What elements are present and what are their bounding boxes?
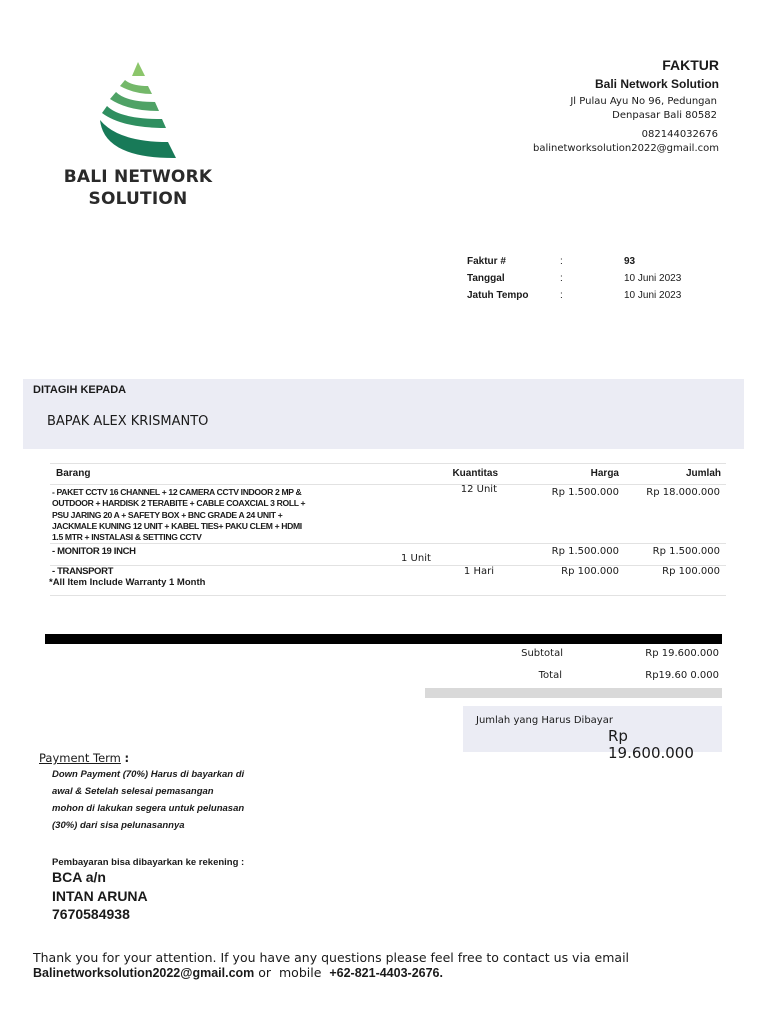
row-1-desc-line: OUTDOOR + HARDISK 2 TERABITE + CABLE COAXCIAL 3 ROLL + [52,498,306,509]
table-row-1-amount: Rp 18.000.000 [646,487,720,498]
row-1-desc-line: PSU JARING 20 A + SAFETY BOX + BNC GRADE A 24 UNIT + [52,509,283,520]
payment-term-colon: : [124,751,130,765]
payment-term-line: Down Payment (70%) Harus di bayarkan di [52,769,245,780]
company-address-line-2: Denpasar Bali 80582 [612,110,717,121]
bank-intro: Pembayaran bisa dibayarkan ke rekening : [52,857,245,868]
col-header-qty: Kuantitas [452,468,498,479]
footer-mobile: +62-821-4403-2676. [329,966,443,980]
table-row-3-desc: - TRANSPORT [52,566,114,577]
amount-due-value: 19.600.000 [608,744,694,762]
total-label: Total [538,670,562,681]
bill-to-label: DITAGIH KEPADA [33,384,127,396]
amount-due-currency: Rp [608,727,628,745]
account-holder: INTAN ARUNA [52,887,148,904]
table-row-1-qty: 12 Unit [460,484,497,495]
footer-line-2 [33,965,443,980]
table-row-3-amount: Rp 100.000 [662,566,720,577]
document-title: FAKTUR [662,57,719,73]
company-phone: 082144032676 [641,129,718,140]
amount-due-label: Jumlah yang Harus Dibayar [476,715,613,726]
invoice-due-sep: : [560,290,563,301]
col-header-item: Barang [56,468,91,479]
table-top-rule [50,463,726,464]
footer-email-link[interactable]: Balinetworksolution2022@gmail.com [33,966,255,980]
payment-term-line: (30%) dari sisa pelunasannya [52,820,185,831]
invoice-date-sep: : [560,273,563,284]
company-name: Bali Network Solution [594,77,719,91]
footer-line-1: Thank you for your attention. If you have any questions please feel free to contact us via email [33,950,630,965]
row-1-desc-line: 1.5 MTR + INSTALASI & SETTING CCTV [52,532,202,543]
invoice-due-date: 10 Juni 2023 [624,290,682,301]
total-value: Rp19.60 0.000 [645,670,719,681]
row-1-desc-line: JACKMALE KUNING 12 UNIT + KABEL TIES+ PAKU CLEM + HDMI [52,520,302,531]
invoice-number-sep: : [560,256,563,267]
table-row-2-price: Rp 1.500.000 [551,546,619,557]
col-header-price: Harga [590,468,619,479]
payment-term-label: Payment Term [39,751,121,765]
table-row-3-qty: 1 Hari [463,566,494,577]
table-row-2-qty: 1 Unit [401,553,431,564]
logo-line-1: BALI NETWORK [63,167,213,187]
invoice-date: 10 Juni 2023 [624,273,682,284]
logo-line-2: SOLUTION [88,189,188,209]
account-number: 7670584938 [52,906,130,922]
table-row-3-price: Rp 100.000 [561,566,619,577]
table-row-rule [50,565,726,566]
company-email: balinetworksolution2022@gmail.com [532,143,719,154]
table-bottom-rule [50,595,726,596]
subtotal-label: Subtotal [521,648,563,659]
footer-or-mobile: or mobile [254,965,330,980]
invoice-number: 93 [624,256,636,267]
company-logo-icon [98,62,180,160]
totals-divider-bar [45,634,722,644]
bank-details [52,868,148,924]
col-header-amount: Jumlah [685,468,721,479]
row-1-desc-line: - PAKET CCTV 16 CHANNEL + 12 CAMERA CCTV INDOOR 2 MP & [52,487,302,497]
payment-term-heading [39,751,129,765]
bank-name: BCA a/n [52,869,106,885]
warranty-note: *All Item Include Warranty 1 Month [49,577,206,588]
table-row-rule [50,543,726,544]
payment-term-line: awal & Setelah selesai pemasangan [52,786,214,797]
invoice-number-label: Faktur # [467,256,506,267]
invoice-date-label: Tanggal [467,273,505,284]
subtotal-value: Rp 19.600.000 [645,648,719,659]
table-header-rule [50,484,726,485]
logo-text [40,166,236,210]
table-row-2-desc: - MONITOR 19 INCH [52,546,136,557]
table-row-2-amount: Rp 1.500.000 [652,546,720,557]
payment-term-text [52,766,244,834]
bill-to-name: BAPAK ALEX KRISMANTO [47,414,209,429]
table-row-1-price: Rp 1.500.000 [551,487,619,498]
bill-to-section [23,379,744,449]
table-row-1-desc [52,487,352,543]
invoice-due-label: Jatuh Tempo [467,290,529,301]
payment-term-line: mohon di lakukan segera untuk pelunasan [52,803,245,814]
total-underline-bar [425,688,722,698]
company-address-line-1: Jl Pulau Ayu No 96, Pedungan [570,96,717,107]
amount-due-box [463,706,722,762]
